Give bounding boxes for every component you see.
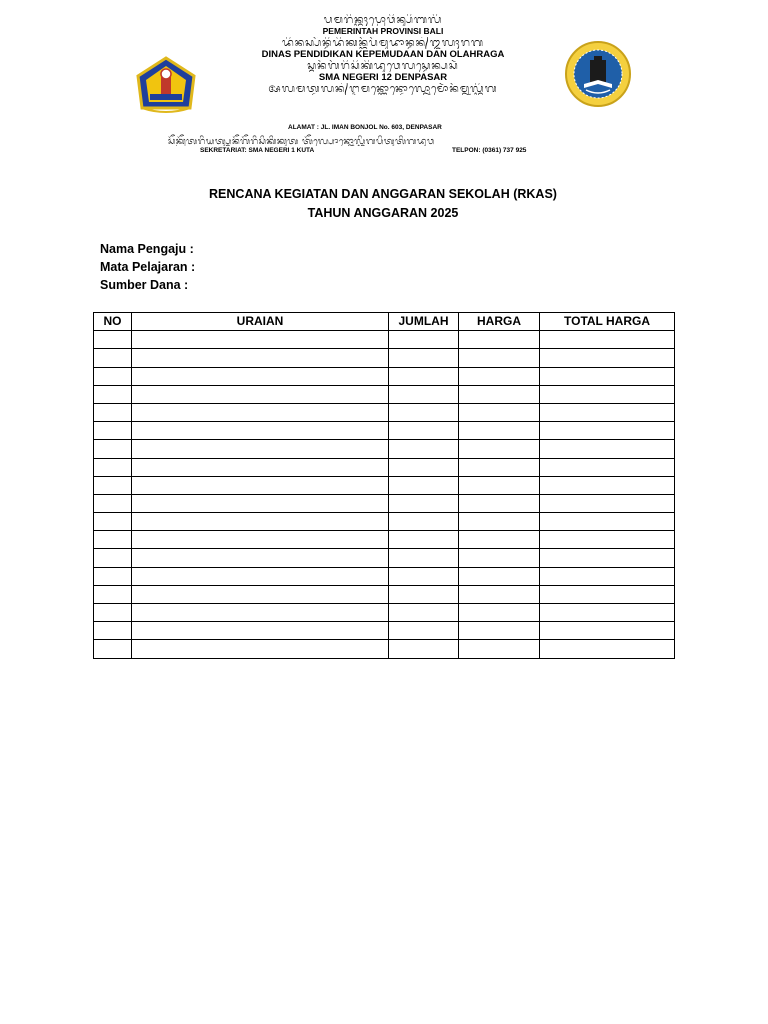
quantity-cell[interactable]	[389, 385, 459, 403]
total-price-cell[interactable]	[540, 585, 675, 603]
document-subtitle: TAHUN ANGGARAN 2025	[307, 206, 459, 220]
description-cell[interactable]	[132, 385, 389, 403]
no-cell[interactable]	[94, 440, 132, 458]
table-row	[94, 622, 675, 640]
total-price-cell[interactable]	[540, 367, 675, 385]
no-cell[interactable]	[94, 622, 132, 640]
table-row	[94, 422, 675, 440]
description-cell[interactable]	[132, 585, 389, 603]
total-price-cell[interactable]	[540, 604, 675, 622]
agency-name: DINAS PENDIDIKAN KEPEMUDAAN DAN OLAHRAGA	[261, 49, 505, 60]
price-cell[interactable]	[459, 385, 540, 403]
no-cell[interactable]	[94, 458, 132, 476]
total-price-cell[interactable]	[540, 385, 675, 403]
quantity-cell[interactable]	[389, 440, 459, 458]
table-row	[94, 585, 675, 603]
quantity-cell[interactable]	[389, 531, 459, 549]
description-cell[interactable]	[132, 349, 389, 367]
price-cell[interactable]	[459, 531, 540, 549]
price-cell[interactable]	[459, 331, 540, 349]
description-cell[interactable]	[132, 640, 389, 658]
description-cell[interactable]	[132, 331, 389, 349]
no-cell[interactable]	[94, 476, 132, 494]
quantity-cell[interactable]	[389, 367, 459, 385]
description-cell[interactable]	[132, 622, 389, 640]
no-cell[interactable]	[94, 513, 132, 531]
price-cell[interactable]	[459, 549, 540, 567]
table-row	[94, 403, 675, 421]
description-cell[interactable]	[132, 567, 389, 585]
description-cell[interactable]	[132, 440, 389, 458]
price-cell[interactable]	[459, 422, 540, 440]
balinese-script-line-5: ᬲᭂᬓ᭄ᬭᭂᬢᬭᬶᬬᬢ᭄ᬲ᭄ᬫᬦᭂᬕᭂᬭᬶᬲᬶᬓᬶᬓᬸᬢ ᬢᭂᬮ᭄ᬧᭀᬦ᭄ᬦᭀᬮ᭄ᬢᬶᬕᬧᬶᬢᬸᬢᬶᬕᬤᬸᬯ	[168, 137, 435, 146]
school-address: ALAMAT : JL. IMAN BONJOL No. 603, DENPASAR	[288, 124, 442, 131]
description-cell[interactable]	[132, 458, 389, 476]
government-name: PEMERINTAH PROVINSI BALI	[322, 26, 444, 36]
price-cell[interactable]	[459, 458, 540, 476]
total-price-cell[interactable]	[540, 476, 675, 494]
no-cell[interactable]	[94, 567, 132, 585]
table-row	[94, 494, 675, 512]
price-cell[interactable]	[459, 440, 540, 458]
letterhead	[128, 14, 638, 156]
budget-table	[93, 312, 675, 659]
total-price-cell[interactable]	[540, 331, 675, 349]
no-cell[interactable]	[94, 403, 132, 421]
quantity-cell[interactable]	[389, 567, 459, 585]
table-row	[94, 567, 675, 585]
total-price-cell[interactable]	[540, 549, 675, 567]
quantity-cell[interactable]	[389, 349, 459, 367]
letterhead-text	[208, 14, 558, 95]
quantity-cell[interactable]	[389, 476, 459, 494]
quantity-cell[interactable]	[389, 640, 459, 658]
no-cell[interactable]	[94, 385, 132, 403]
secretariat: SEKRETARIAT: SMA NEGERI 1 KUTA	[200, 147, 315, 154]
price-cell[interactable]	[459, 604, 540, 622]
school-name: SMA NEGERI 12 DENPASAR	[318, 72, 448, 83]
no-cell[interactable]	[94, 349, 132, 367]
quantity-cell[interactable]	[389, 513, 459, 531]
price-cell[interactable]	[459, 513, 540, 531]
description-cell[interactable]	[132, 422, 389, 440]
description-cell[interactable]	[132, 549, 389, 567]
table-row	[94, 549, 675, 567]
balinese-script-line-1: ᬧᬫᬭᬶᬦ᭄ᬢᬄᬧ᭄ᬭᭀᬯᬶᬦ᭄ᬲᬶᬩᬮᬶ	[323, 14, 443, 26]
table-row	[94, 513, 675, 531]
description-cell[interactable]	[132, 531, 389, 549]
total-price-cell[interactable]	[540, 403, 675, 421]
table-row	[94, 531, 675, 549]
column-header-total-price: TOTAL HARGA	[540, 313, 675, 331]
quantity-cell[interactable]	[389, 458, 459, 476]
table-row	[94, 476, 675, 494]
table-row	[94, 385, 675, 403]
quantity-cell[interactable]	[389, 403, 459, 421]
price-cell[interactable]	[459, 567, 540, 585]
table-row	[94, 367, 675, 385]
total-price-cell[interactable]	[540, 458, 675, 476]
table-body	[94, 331, 675, 658]
description-cell[interactable]	[132, 513, 389, 531]
quantity-cell[interactable]	[389, 549, 459, 567]
no-cell[interactable]	[94, 549, 132, 567]
fund-source-label: Sumber Dana :	[100, 278, 189, 292]
description-cell[interactable]	[132, 367, 389, 385]
balinese-script-line-4: ᬅᬮᬫᬢ᭄ᬚᬮᬦ᭄ᬇᬫᬦ᭄ᬩᭀᬦ᭄ᬚᭀᬮ᭄ᬦᭀᬫᭀᬃᬦᭂᬫ᭄ᬦᬸᬮ᭄ᬢᬶᬕ	[268, 83, 498, 95]
total-price-cell[interactable]	[540, 349, 675, 367]
quantity-cell[interactable]	[389, 331, 459, 349]
total-price-cell[interactable]	[540, 531, 675, 549]
quantity-cell[interactable]	[389, 604, 459, 622]
applicant-name-label: Nama Pengaju :	[100, 242, 194, 256]
no-cell[interactable]	[94, 585, 132, 603]
price-cell[interactable]	[459, 640, 540, 658]
table-header-row	[94, 313, 675, 331]
description-cell[interactable]	[132, 403, 389, 421]
description-cell[interactable]	[132, 494, 389, 512]
subject-label: Mata Pelajaran :	[100, 260, 196, 274]
price-cell[interactable]	[459, 494, 540, 512]
no-cell[interactable]	[94, 331, 132, 349]
no-cell[interactable]	[94, 604, 132, 622]
no-cell[interactable]	[94, 640, 132, 658]
price-cell[interactable]	[459, 349, 540, 367]
bali-province-emblem-icon	[132, 54, 200, 114]
total-price-cell[interactable]	[540, 513, 675, 531]
balinese-script-line-2: ᬤᬶᬦᬲ᭄ᬧᭂᬦ᭄ᬤᬶᬤᬶᬓᬦ᭄ᬓᭂᬧᭂᬫᬸᬤᬵᬦ᭄ᬤᬦ᭄ᬑᬮᬄᬭᬕ	[282, 37, 484, 49]
table-row	[94, 349, 675, 367]
price-cell[interactable]	[459, 585, 540, 603]
column-header-price: HARGA	[459, 313, 540, 331]
document-title: RENCANA KEGIATAN DAN ANGGARAN SEKOLAH (RKAS)	[209, 187, 557, 201]
column-header-description: URAIAN	[132, 313, 389, 331]
column-header-quantity: JUMLAH	[389, 313, 459, 331]
total-price-cell[interactable]	[540, 622, 675, 640]
table-row	[94, 331, 675, 349]
total-price-cell[interactable]	[540, 567, 675, 585]
quantity-cell[interactable]	[389, 585, 459, 603]
total-price-cell[interactable]	[540, 440, 675, 458]
quantity-cell[interactable]	[389, 422, 459, 440]
quantity-cell[interactable]	[389, 622, 459, 640]
price-cell[interactable]	[459, 476, 540, 494]
total-price-cell[interactable]	[540, 494, 675, 512]
price-cell[interactable]	[459, 403, 540, 421]
quantity-cell[interactable]	[389, 494, 459, 512]
total-price-cell[interactable]	[540, 422, 675, 440]
description-cell[interactable]	[132, 476, 389, 494]
description-cell[interactable]	[132, 604, 389, 622]
column-header-no: NO	[94, 313, 132, 331]
table-row	[94, 458, 675, 476]
total-price-cell[interactable]	[540, 640, 675, 658]
no-cell[interactable]	[94, 367, 132, 385]
no-cell[interactable]	[94, 422, 132, 440]
school-emblem-icon	[564, 40, 632, 108]
phone-number: TELPON: (0361) 737 925	[452, 147, 527, 154]
price-cell[interactable]	[459, 622, 540, 640]
no-cell[interactable]	[94, 494, 132, 512]
table-row	[94, 440, 675, 458]
table-row	[94, 640, 675, 658]
balinese-script-line-3: ᬲ᭄ᬫᬦᭂᬕᭂᬭᬶᬲᬶᬓᬶᬤᬸᬯᬾᬮᬲ᭄ᬤᬾᬦ᭄ᬧᬲᬃ	[307, 60, 459, 72]
price-cell[interactable]	[459, 367, 540, 385]
no-cell[interactable]	[94, 531, 132, 549]
table-row	[94, 604, 675, 622]
